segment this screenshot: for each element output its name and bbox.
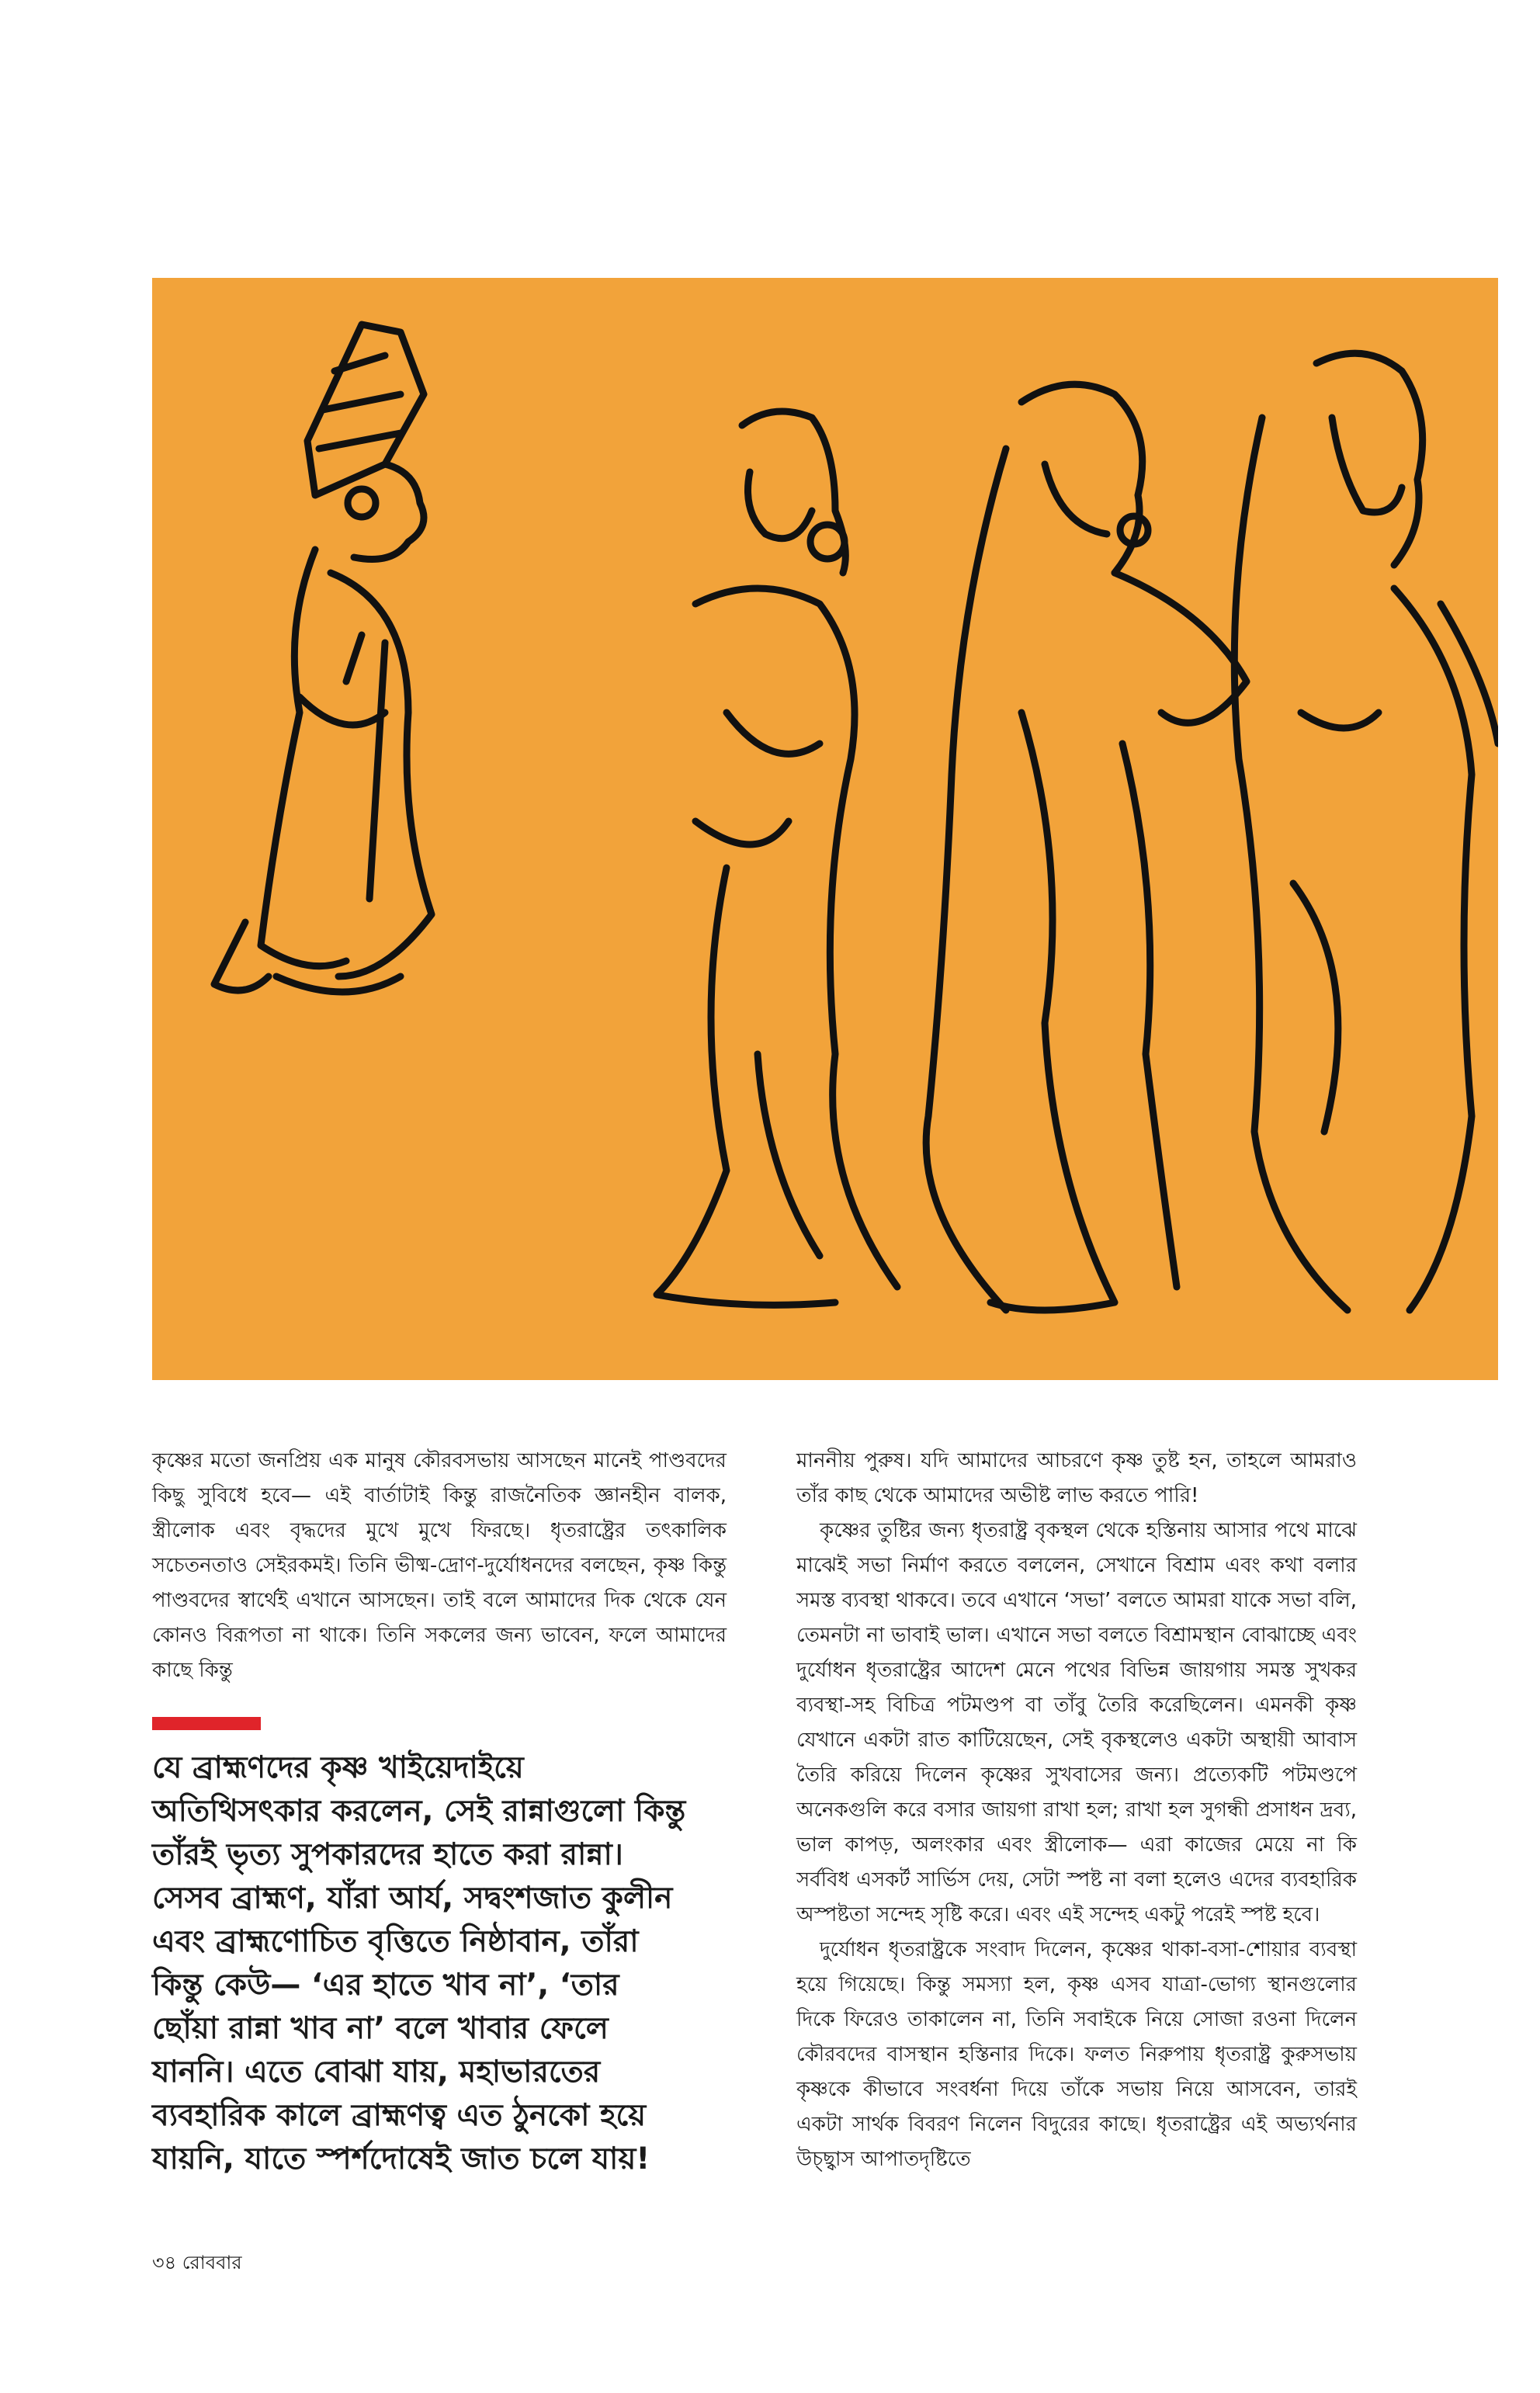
paragraph: মাননীয় পুরুষ। যদি আমাদের আচরণে কৃষ্ণ তুষ্ট হন, তাহলে আমরাও তাঁর কাছ থেকে আমাদের অভীষ্ট লাভ করতে পারি! [796, 1449, 1357, 1507]
ink-drawing-figures [152, 278, 1498, 1380]
page-folio: ৩৪ রোববার [152, 2252, 242, 2273]
pullquote-text: যে ব্রাহ্মণদের কৃষ্ণ খাইয়েদাইয়ে অতিথিসৎকার করলেন, সেই রান্নাগুলো কিন্তু তাঁরই ভৃত্য সুপকারদের হাতে করা রান্না। সেসব ব্রাহ্মণ, যাঁরা আর্য, সদ্বংশজাত কুলীন এবং ব্রাহ্মণোচিত বৃত্তিতে নিষ্ঠাবান, তাঁরা কিন্তু কেউ— ‘এর হাতে খাব না’, ‘তার ছোঁয়া রান্না খাব না’ বলে খাবার ফেলে যাননি। এতে বোঝা যায়, মহাভারতের ব্যবহারিক কালে ব্রাহ্মণত্ব এত ঠুনকো হয়ে যায়নি, যাতে স্পর্শদোষেই জাত চলে যায়! [152, 1750, 686, 2176]
head-2 [742, 411, 845, 573]
paragraph: কৃষ্ণের তুষ্টির জন্য ধৃতরাষ্ট্র বৃকস্থল থেকে হস্তিনায় আসার পথে মাঝে মাঝেই সভা নির্মাণ করতে বললেন, সেখানে বিশ্রাম এবং কথা বলার সমস্ত ব্যবস্থা থাকবে। তবে এখানে ‘সভা’ বলতে আমরা যাকে সভা বলি, তেমনটা না ভাবাই ভাল। এখানে সভা বলতে বিশ্রামস্থান বোঝাচ্ছে এবং দুর্যোধন ধৃতরাষ্ট্রের আদেশ মেনে পথের বিভিন্ন জায়গায় সমস্ত সুখকর ব্যবস্থা-সহ বিচিত্র পটমণ্ডপ বা তাঁবু তৈরি করেছিলেন। এমনকী কৃষ্ণ যেখানে একটা রাত কাটিয়েছেন, সেই বৃকস্থলেও একটা অস্থায়ী আবাস তৈরি করিয়ে দিলেন কৃষ্ণের সুখবাসের জন্য। প্রত্যেকটি পটমণ্ডপে অনেকগুলি করে বসার জায়গা রাখা হল; রাখা হল সুগন্ধী প্রসাধন দ্রব্য, ভাল কাপড়, অলংকার এবং স্ত্রীলোক— এরা কাজের মেয়ে না কি সর্ববিধ এসকর্ট সার্ভিস দেয়, সেটা স্পষ্ট না বলা হলেও এদের ব্যবহারিক অস্পষ্টতা সন্দেহ সৃষ্টি করে। এবং এই সন্দেহ একটু পরেই স্পষ্ট হবে। [796, 1519, 1357, 1927]
body-left [261, 550, 346, 966]
pullquote [152, 1746, 688, 2181]
paragraph: কৃষ্ণের মতো জনপ্রিয় এক মানুষ কৌরবসভায় আসছেন মানেই পাণ্ডবদের কিছু সুবিধে হবে— এই বার্তাটাই কিন্তু রাজনৈতিক জ্ঞানহীন বালক, স্ত্রীলোক এবং বৃদ্ধদের মুখে মুখে ফিরছে। ধৃতরাষ্ট্রের তৎকালিক সচেতনতাও সেইরকমই। তিনি ভীষ্ম-দ্রোণ-দুর্যোধনদের বলছেন, কৃষ্ণ কিন্তু পাণ্ডবদের স্বার্থেই এখানে আসছেন। তাই বলে আমাদের দিক থেকে যেন কোনও বিরূপতা না থাকে। তিনি সকলের জন্য ভাবেন, ফলে আমাদের কাছে কিন্তু [152, 1449, 727, 1682]
paragraph: দুর্যোধন ধৃতরাষ্ট্রকে সংবাদ দিলেন, কৃষ্ণের থাকা-বসা-শোয়ার ব্যবস্থা হয়ে গিয়েছে। কিন্তু সমস্যা হল, কৃষ্ণ এসব যাত্রা-ভোগ্য স্থানগুলোর দিকে ফিরেও তাকালেন না, তিনি সবাইকে নিয়ে সোজা রওনা দিলেন কৌরবদের বাসস্থান হস্তিনার দিকে। ফলত নিরুপায় ধৃতরাষ্ট্র কুরুসভায় কৃষ্ণকে কীভাবে সংবর্ধনা দিয়ে তাঁকে সভায় নিয়ে আসবেন, তারই একটা সার্থক বিবরণ নিলেন বিদুরের কাছে। ধৃতরাষ্ট্রের এই অভ্যর্থনার উচ্ছ্বাস আপাতদৃষ্টিতে [796, 1938, 1357, 2171]
illustration [152, 278, 1498, 1380]
article-column-left [152, 1444, 727, 1688]
article-column-right [796, 1444, 1357, 2177]
body-4 [1234, 418, 1348, 1310]
body-3 [926, 449, 1006, 1310]
head-4 [1316, 353, 1423, 565]
face-left [354, 464, 424, 560]
pullquote-accent-rule [152, 1717, 261, 1730]
